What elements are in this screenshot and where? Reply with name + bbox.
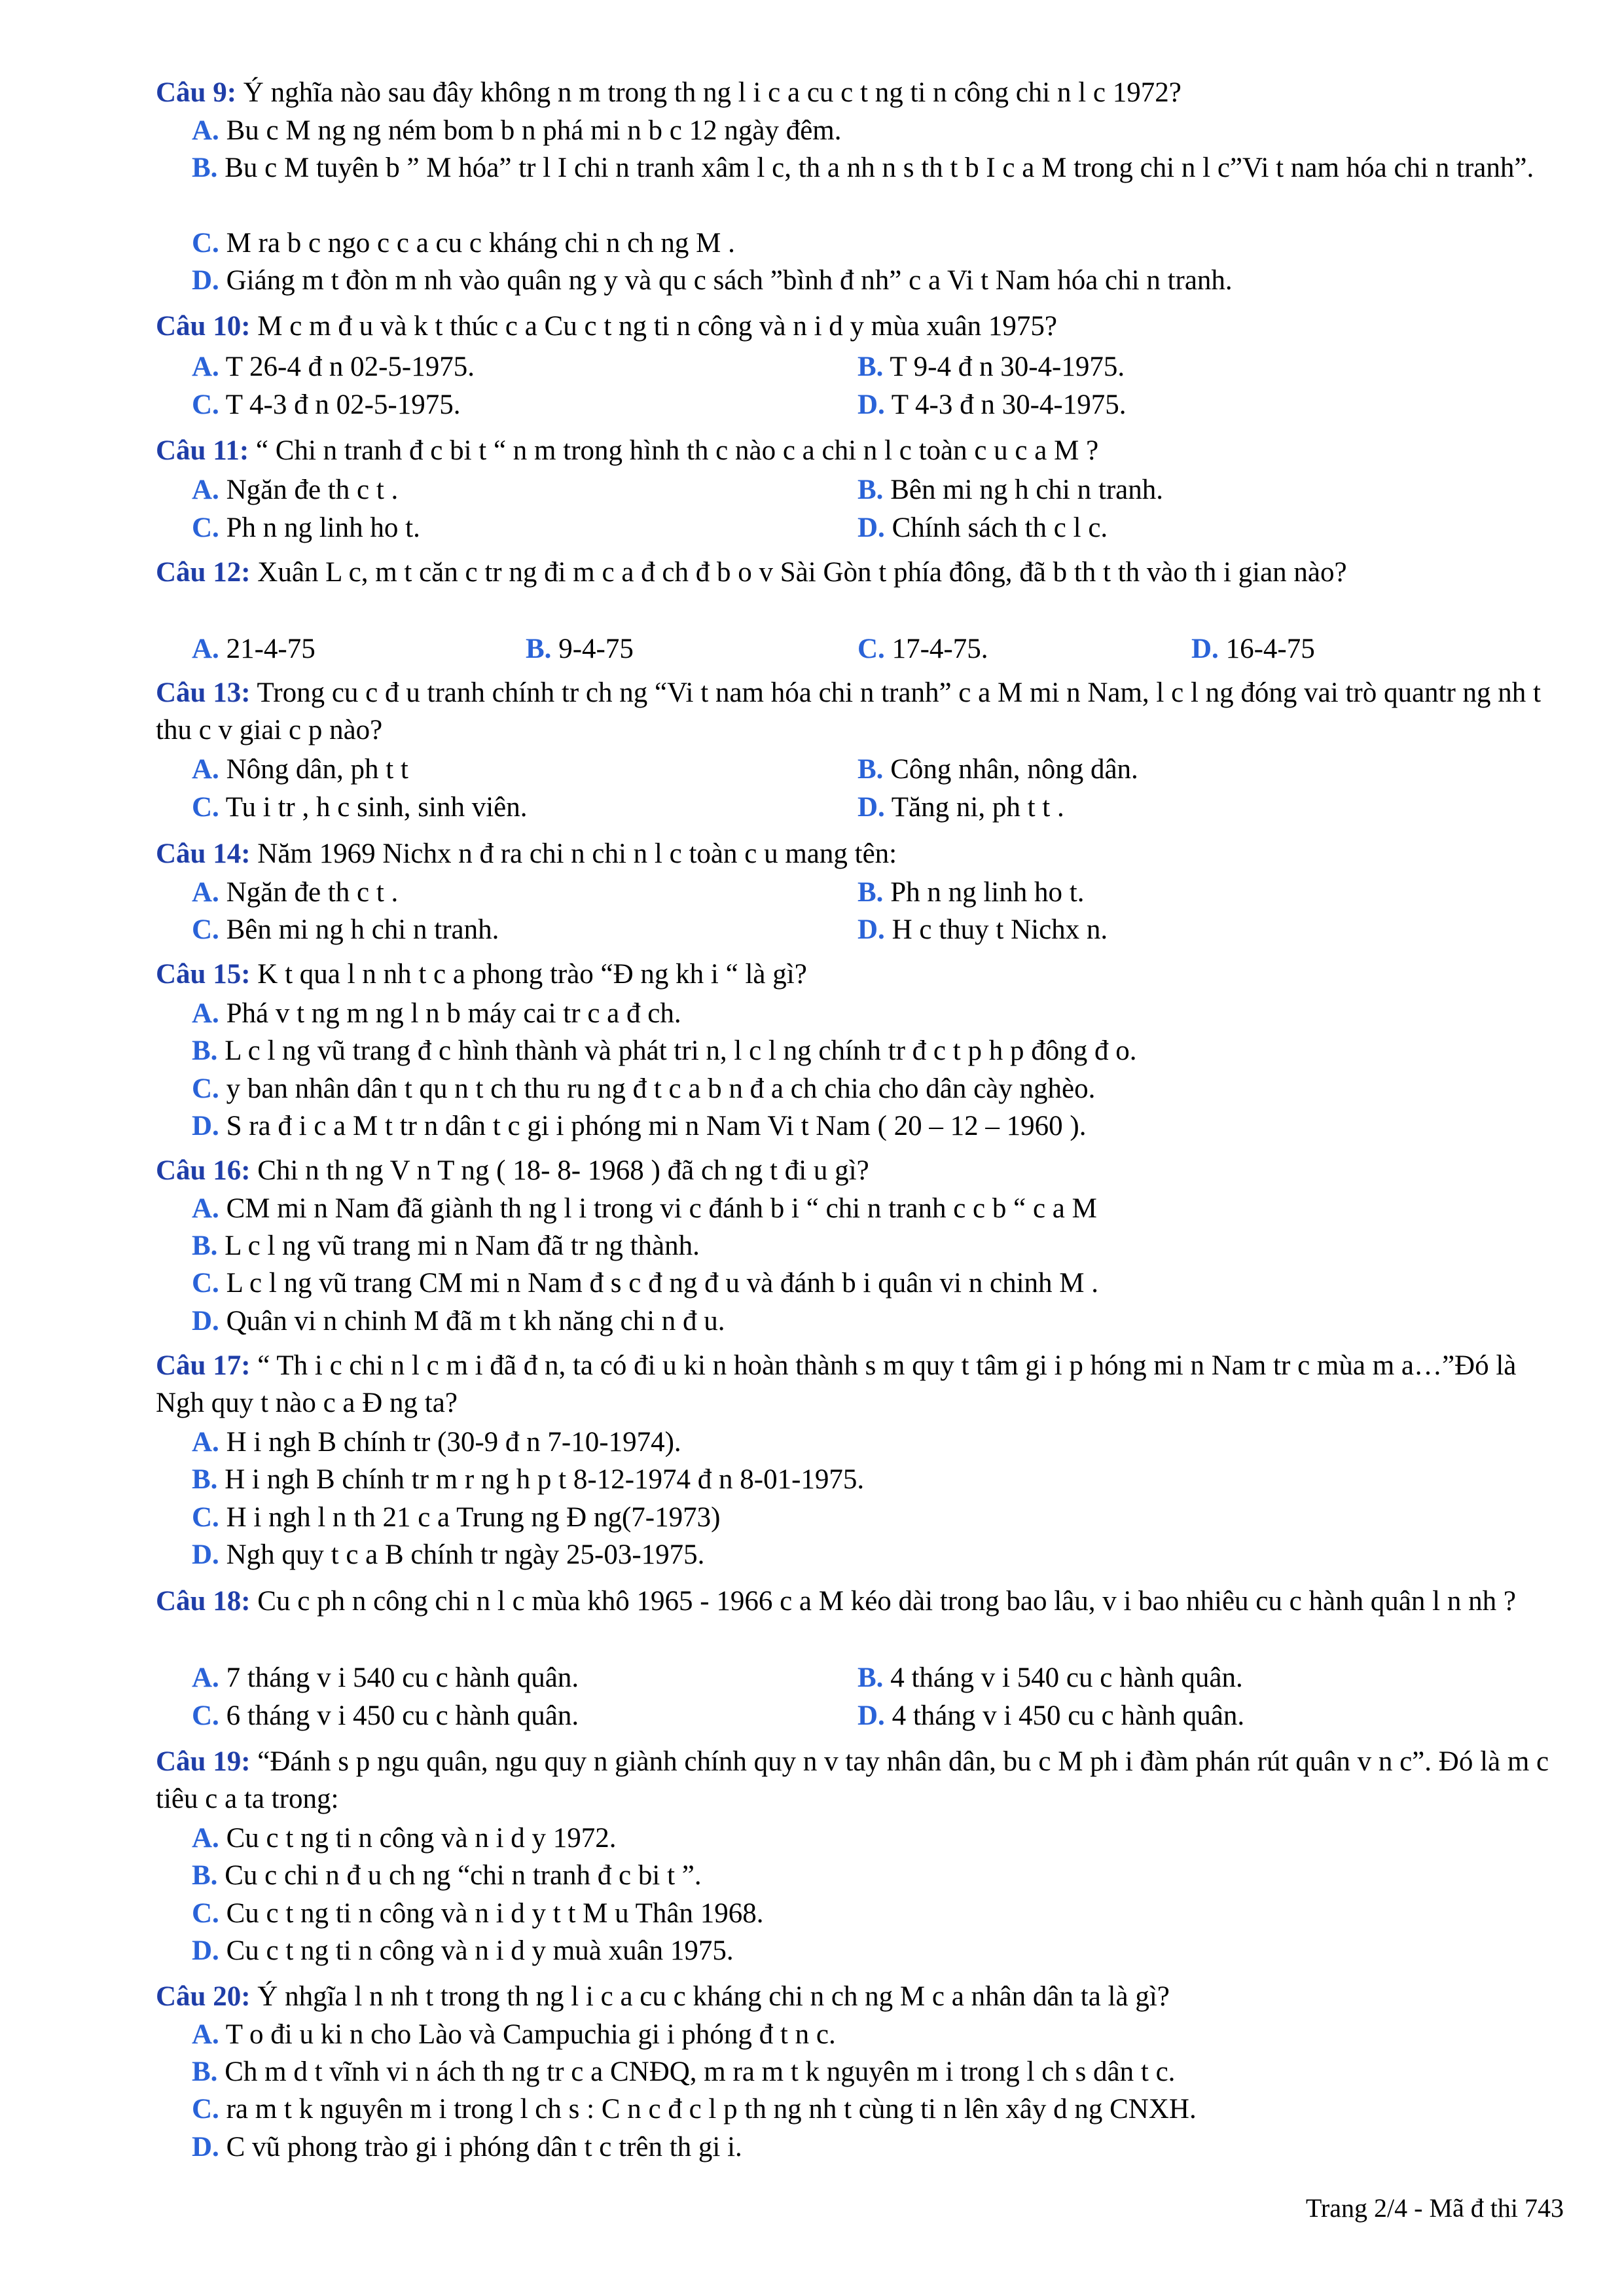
- option-label: B.: [192, 1464, 218, 1495]
- option-text: Ph n ng linh ho t.: [883, 877, 1085, 908]
- option-text: 21-4-75: [219, 634, 316, 664]
- question-text: Cu c ph n công chi n l c mùa khô 1965 - 1966 c a M kéo dài trong bao lâu, v i bao nhiêu cu c hành quân l n nh ?: [250, 1586, 1516, 1617]
- option-text: Phá v t ng m ng l n b máy cai tr c a đ ch.: [219, 998, 681, 1029]
- option-label: D.: [192, 2132, 219, 2162]
- question-label: Câu 10:: [156, 311, 251, 342]
- option-text: Ngh quy t c a B chính tr ngày 25-03-1975.: [219, 1539, 705, 1570]
- question-9: [156, 74, 1563, 111]
- option-label: C.: [192, 389, 219, 420]
- option-label: A.: [192, 754, 219, 785]
- option-text: Tăng ni, ph t t .: [884, 792, 1064, 823]
- option-text: L c l ng vũ trang đ c hình thành và phát tri n, l c l ng chính tr đ c t p h p đông đ o.: [217, 1035, 1137, 1066]
- option-label: C.: [192, 1502, 219, 1533]
- option-14a: [192, 874, 398, 911]
- option-12b: [526, 630, 634, 668]
- option-text: Ch m d t vĩnh vi n ách th ng tr c a CNĐQ, m ra m t k nguyên m i trong l ch s dân t c.: [217, 2056, 1176, 2087]
- option-text: Ph n ng linh ho t.: [219, 512, 420, 543]
- question-text: K t qua l n nh t c a phong trào “Đ ng kh i “ là gì?: [250, 959, 807, 990]
- option-text: M ra b c ngo c c a cu c kháng chi n ch ng M .: [219, 228, 735, 259]
- option-13c: [192, 789, 527, 826]
- option-text: H i ngh B chính tr m r ng h p t 8-12-1974 đ n 8-01-1975.: [217, 1464, 865, 1495]
- option-label: B.: [857, 351, 884, 382]
- option-text: Cu c chi n đ u ch ng “chi n tranh đ c bi t ”.: [217, 1860, 702, 1891]
- question-label: Câu 14:: [156, 838, 251, 869]
- question-11: [156, 432, 1563, 469]
- option-label: C.: [192, 1073, 219, 1104]
- option-text: T 9-4 đ n 30-4-1975.: [883, 351, 1125, 382]
- option-label: A.: [192, 1823, 219, 1854]
- option-label: A.: [192, 1662, 219, 1693]
- option-19d: [192, 1932, 734, 1969]
- option-label: B.: [857, 1662, 884, 1693]
- option-label: D.: [857, 389, 885, 420]
- option-text: 4 tháng v i 450 cu c hành quân.: [884, 1700, 1245, 1731]
- question-12: [156, 554, 1563, 591]
- option-text: Quân vi n chinh M đã m t kh năng chi n đ u.: [219, 1306, 725, 1336]
- option-20d: [192, 2128, 742, 2166]
- option-label: B.: [192, 1035, 218, 1066]
- option-label: B.: [857, 754, 884, 785]
- option-label: D.: [192, 1111, 219, 1141]
- question-text: Năm 1969 Nichx n đ ra chi n chi n l c toàn c u mang tên:: [250, 838, 897, 869]
- option-16d: [192, 1302, 725, 1340]
- option-label: A.: [192, 2019, 219, 2050]
- option-label: B.: [192, 2056, 218, 2087]
- option-13d: [857, 789, 1064, 826]
- option-text: Cu c t ng ti n công và n i d y 1972.: [219, 1823, 617, 1854]
- question-text: Ý nghĩa nào sau đây không n m trong th ng l i c a cu c t ng ti n công chi n l c 1972?: [236, 77, 1182, 108]
- option-11c: [192, 509, 420, 547]
- option-label: C.: [857, 634, 885, 664]
- option-text: Ngăn đe th c t .: [219, 475, 399, 505]
- option-label: D.: [192, 265, 219, 296]
- option-10d: [857, 386, 1126, 423]
- option-text: Ngăn đe th c t .: [219, 877, 399, 908]
- option-text: Tu i tr , h c sinh, sinh viên.: [219, 792, 528, 823]
- option-10a: [192, 348, 475, 386]
- option-14c: [192, 911, 499, 948]
- option-text: Cu c t ng ti n công và n i d y muà xuân 1975.: [219, 1935, 734, 1966]
- question-label: Câu 17:: [156, 1350, 251, 1381]
- page-footer: Trang 2/4 - Mã đ thi 743: [1305, 2193, 1564, 2223]
- option-12c: [857, 630, 988, 668]
- option-label: D.: [857, 914, 885, 945]
- option-label: B.: [526, 634, 552, 664]
- option-19b: [192, 1857, 702, 1894]
- option-label: C.: [192, 1700, 219, 1731]
- option-20a: [192, 2016, 836, 2053]
- question-text: “Đánh s p ngu quân, ngu quy n giành chính quy n v tay nhân dân, bu c M ph i đàm phán rút quân v n c”. Đó là m c tiêu c a ta trong:: [156, 1746, 1549, 1814]
- option-text: T 4-3 đ n 02-5-1975.: [219, 389, 461, 420]
- option-text: 9-4-75: [551, 634, 634, 664]
- question-label: Câu 20:: [156, 1981, 251, 2012]
- option-label: A.: [192, 115, 219, 146]
- option-label: C.: [192, 512, 219, 543]
- option-label: B.: [192, 1860, 218, 1891]
- option-17c: [192, 1499, 720, 1536]
- question-19: [156, 1743, 1563, 1818]
- option-9b: [156, 149, 1563, 187]
- question-label: Câu 9:: [156, 77, 237, 108]
- option-text: ra m t k nguyên m i trong l ch s : C n c đ c l p th ng nh t cùng ti n lên xây d ng CNXH.: [219, 2094, 1197, 2125]
- option-label: D.: [192, 1306, 219, 1336]
- question-18: [156, 1583, 1563, 1620]
- option-18c: [192, 1697, 579, 1734]
- option-label: B.: [857, 877, 884, 908]
- option-text: Bu c M ng ng ném bom b n phá mi n b c 12 ngày đêm.: [219, 115, 842, 146]
- option-text: 4 tháng v i 540 cu c hành quân.: [883, 1662, 1243, 1693]
- option-17a: [192, 1424, 681, 1461]
- option-label: A.: [192, 998, 219, 1029]
- option-label: C.: [192, 228, 219, 259]
- option-text: S ra đ i c a M t tr n dân t c gi i phóng mi n Nam Vi t Nam ( 20 – 12 – 1960 ).: [219, 1111, 1087, 1141]
- option-10b: [857, 348, 1125, 386]
- option-9c: [192, 224, 735, 262]
- option-18b: [857, 1659, 1243, 1696]
- option-13a: [192, 751, 408, 788]
- option-17d: [192, 1536, 704, 1573]
- option-label: A.: [192, 877, 219, 908]
- question-label: Câu 16:: [156, 1155, 251, 1186]
- option-15c: [192, 1070, 1095, 1107]
- option-text: 7 tháng v i 540 cu c hành quân.: [219, 1662, 579, 1693]
- option-text: H i ngh B chính tr (30-9 đ n 7-10-1974).: [219, 1427, 681, 1458]
- option-text: L c l ng vũ trang mi n Nam đã tr ng thành.: [217, 1230, 700, 1261]
- question-20: [156, 1978, 1563, 2015]
- option-9a: [192, 112, 841, 149]
- option-19c: [192, 1895, 764, 1932]
- option-text: CM mi n Nam đã giành th ng l i trong vi c đánh b i “ chi n tranh c c b “ c a M: [219, 1193, 1097, 1224]
- option-label: D.: [192, 1539, 219, 1570]
- option-text: Giáng m t đòn m nh vào quân ng y và qu c sách ”bình đ nh” c a Vi t Nam hóa chi n tranh.: [219, 265, 1233, 296]
- option-label: C.: [192, 1268, 219, 1299]
- option-label: D.: [857, 1700, 885, 1731]
- option-11a: [192, 471, 398, 509]
- question-label: Câu 19:: [156, 1746, 251, 1777]
- option-text: Bu c M tuyên b ” M hóa” tr l I chi n tranh xâm l c, th a nh n s th t b I c a M trong chi n l c”Vi t nam hóa chi n tranh”.: [217, 152, 1534, 183]
- option-label: D.: [857, 512, 885, 543]
- option-text: Công nhân, nông dân.: [883, 754, 1138, 785]
- option-16a: [192, 1190, 1097, 1227]
- question-label: Câu 13:: [156, 677, 251, 708]
- option-18d: [857, 1697, 1244, 1734]
- option-label: D.: [192, 1935, 219, 1966]
- option-9d: [192, 262, 1233, 299]
- option-label: C.: [192, 914, 219, 945]
- question-label: Câu 11:: [156, 435, 249, 466]
- option-text: 16-4-75: [1218, 634, 1315, 664]
- question-label: Câu 15:: [156, 959, 251, 990]
- option-label: B.: [192, 1230, 218, 1261]
- question-text: “ Chi n tranh đ c bi t “ n m trong hình th c nào c a chi n l c toàn c u c a M ?: [249, 435, 1099, 466]
- option-label: A.: [192, 634, 219, 664]
- option-text: T 4-3 đ n 30-4-1975.: [884, 389, 1127, 420]
- option-16c: [192, 1265, 1098, 1302]
- option-10c: [192, 386, 460, 423]
- option-label: D.: [1191, 634, 1219, 664]
- option-19a: [192, 1820, 617, 1857]
- option-label: C.: [192, 792, 219, 823]
- question-text: Trong cu c đ u tranh chính tr ch ng “Vi t nam hóa chi n tranh” c a M mi n Nam, l c l ng đóng vai trò quantr ng nh t thu c v giai c p nào?: [156, 677, 1541, 745]
- option-label: A.: [192, 351, 219, 382]
- option-18a: [192, 1659, 579, 1696]
- option-text: Nông dân, ph t t: [219, 754, 408, 785]
- option-13b: [857, 751, 1138, 788]
- option-label: C.: [192, 2094, 219, 2125]
- option-15a: [192, 995, 681, 1032]
- option-label: B.: [192, 152, 218, 183]
- option-text: Bên mi ng h chi n tranh.: [883, 475, 1163, 505]
- option-14b: [857, 874, 1084, 911]
- question-text: M c m đ u và k t thúc c a Cu c t ng ti n công và n i d y mùa xuân 1975?: [250, 311, 1057, 342]
- option-text: H i ngh l n th 21 c a Trung ng Đ ng(7-1973): [219, 1502, 721, 1533]
- option-text: y ban nhân dân t qu n t ch thu ru ng đ t c a b n đ a ch chia cho dân cày nghèo.: [219, 1073, 1096, 1104]
- question-text: Chi n th ng V n T ng ( 18- 8- 1968 ) đã ch ng t đi u gì?: [250, 1155, 869, 1186]
- question-10: [156, 308, 1563, 345]
- option-label: C.: [192, 1898, 219, 1929]
- option-15d: [192, 1107, 1087, 1145]
- option-label: A.: [192, 475, 219, 505]
- question-17: [156, 1347, 1563, 1422]
- option-text: 6 tháng v i 450 cu c hành quân.: [219, 1700, 579, 1731]
- option-text: H c thuy t Nichx n.: [884, 914, 1108, 945]
- question-text: “ Th i c chi n l c m i đã đ n, ta có đi u ki n hoàn thành s m quy t tâm gi i p hóng mi n Nam tr c mùa m a…”Đó là Ngh quy t nào c a Đ ng ta?: [156, 1350, 1517, 1418]
- option-20b: [192, 2053, 1175, 2090]
- option-text: T o đi u ki n cho Lào và Campuchia gi i phóng đ t n c.: [219, 2019, 836, 2050]
- question-label: Câu 18:: [156, 1586, 251, 1617]
- option-20c: [192, 2090, 1197, 2128]
- option-text: C vũ phong trào gi i phóng dân t c trên th gi i.: [219, 2132, 742, 2162]
- option-label: A.: [192, 1427, 219, 1458]
- option-label: A.: [192, 1193, 219, 1224]
- option-11b: [857, 471, 1163, 509]
- question-text: Ý nhgĩa l n nh t trong th ng l i c a cu c kháng chi n ch ng M c a nhân dân ta là gì?: [250, 1981, 1170, 2012]
- option-12a: [192, 630, 316, 668]
- option-text: Cu c t ng ti n công và n i d y t t M u Thân 1968.: [219, 1898, 764, 1929]
- option-label: D.: [857, 792, 885, 823]
- question-14: [156, 835, 1563, 872]
- option-text: Bên mi ng h chi n tranh.: [219, 914, 499, 945]
- option-17b: [192, 1461, 864, 1498]
- option-16b: [192, 1227, 700, 1265]
- option-12d: [1191, 630, 1315, 668]
- question-text: Xuân L c, m t căn c tr ng đi m c a đ ch đ b o v Sài Gòn t phía đông, đã b th t th vào th i gian nào?: [250, 557, 1347, 588]
- option-15b: [192, 1032, 1136, 1069]
- question-15: [156, 956, 1563, 993]
- option-label: B.: [857, 475, 884, 505]
- question-label: Câu 12:: [156, 557, 251, 588]
- option-11d: [857, 509, 1108, 547]
- option-text: T 26-4 đ n 02-5-1975.: [219, 351, 475, 382]
- option-text: 17-4-75.: [884, 634, 988, 664]
- question-13: [156, 674, 1563, 749]
- option-14d: [857, 911, 1108, 948]
- option-text: Chính sách th c l c.: [884, 512, 1108, 543]
- question-16: [156, 1152, 1563, 1189]
- option-text: L c l ng vũ trang CM mi n Nam đ s c đ ng đ u và đánh b i quân vi n chinh M .: [219, 1268, 1098, 1299]
